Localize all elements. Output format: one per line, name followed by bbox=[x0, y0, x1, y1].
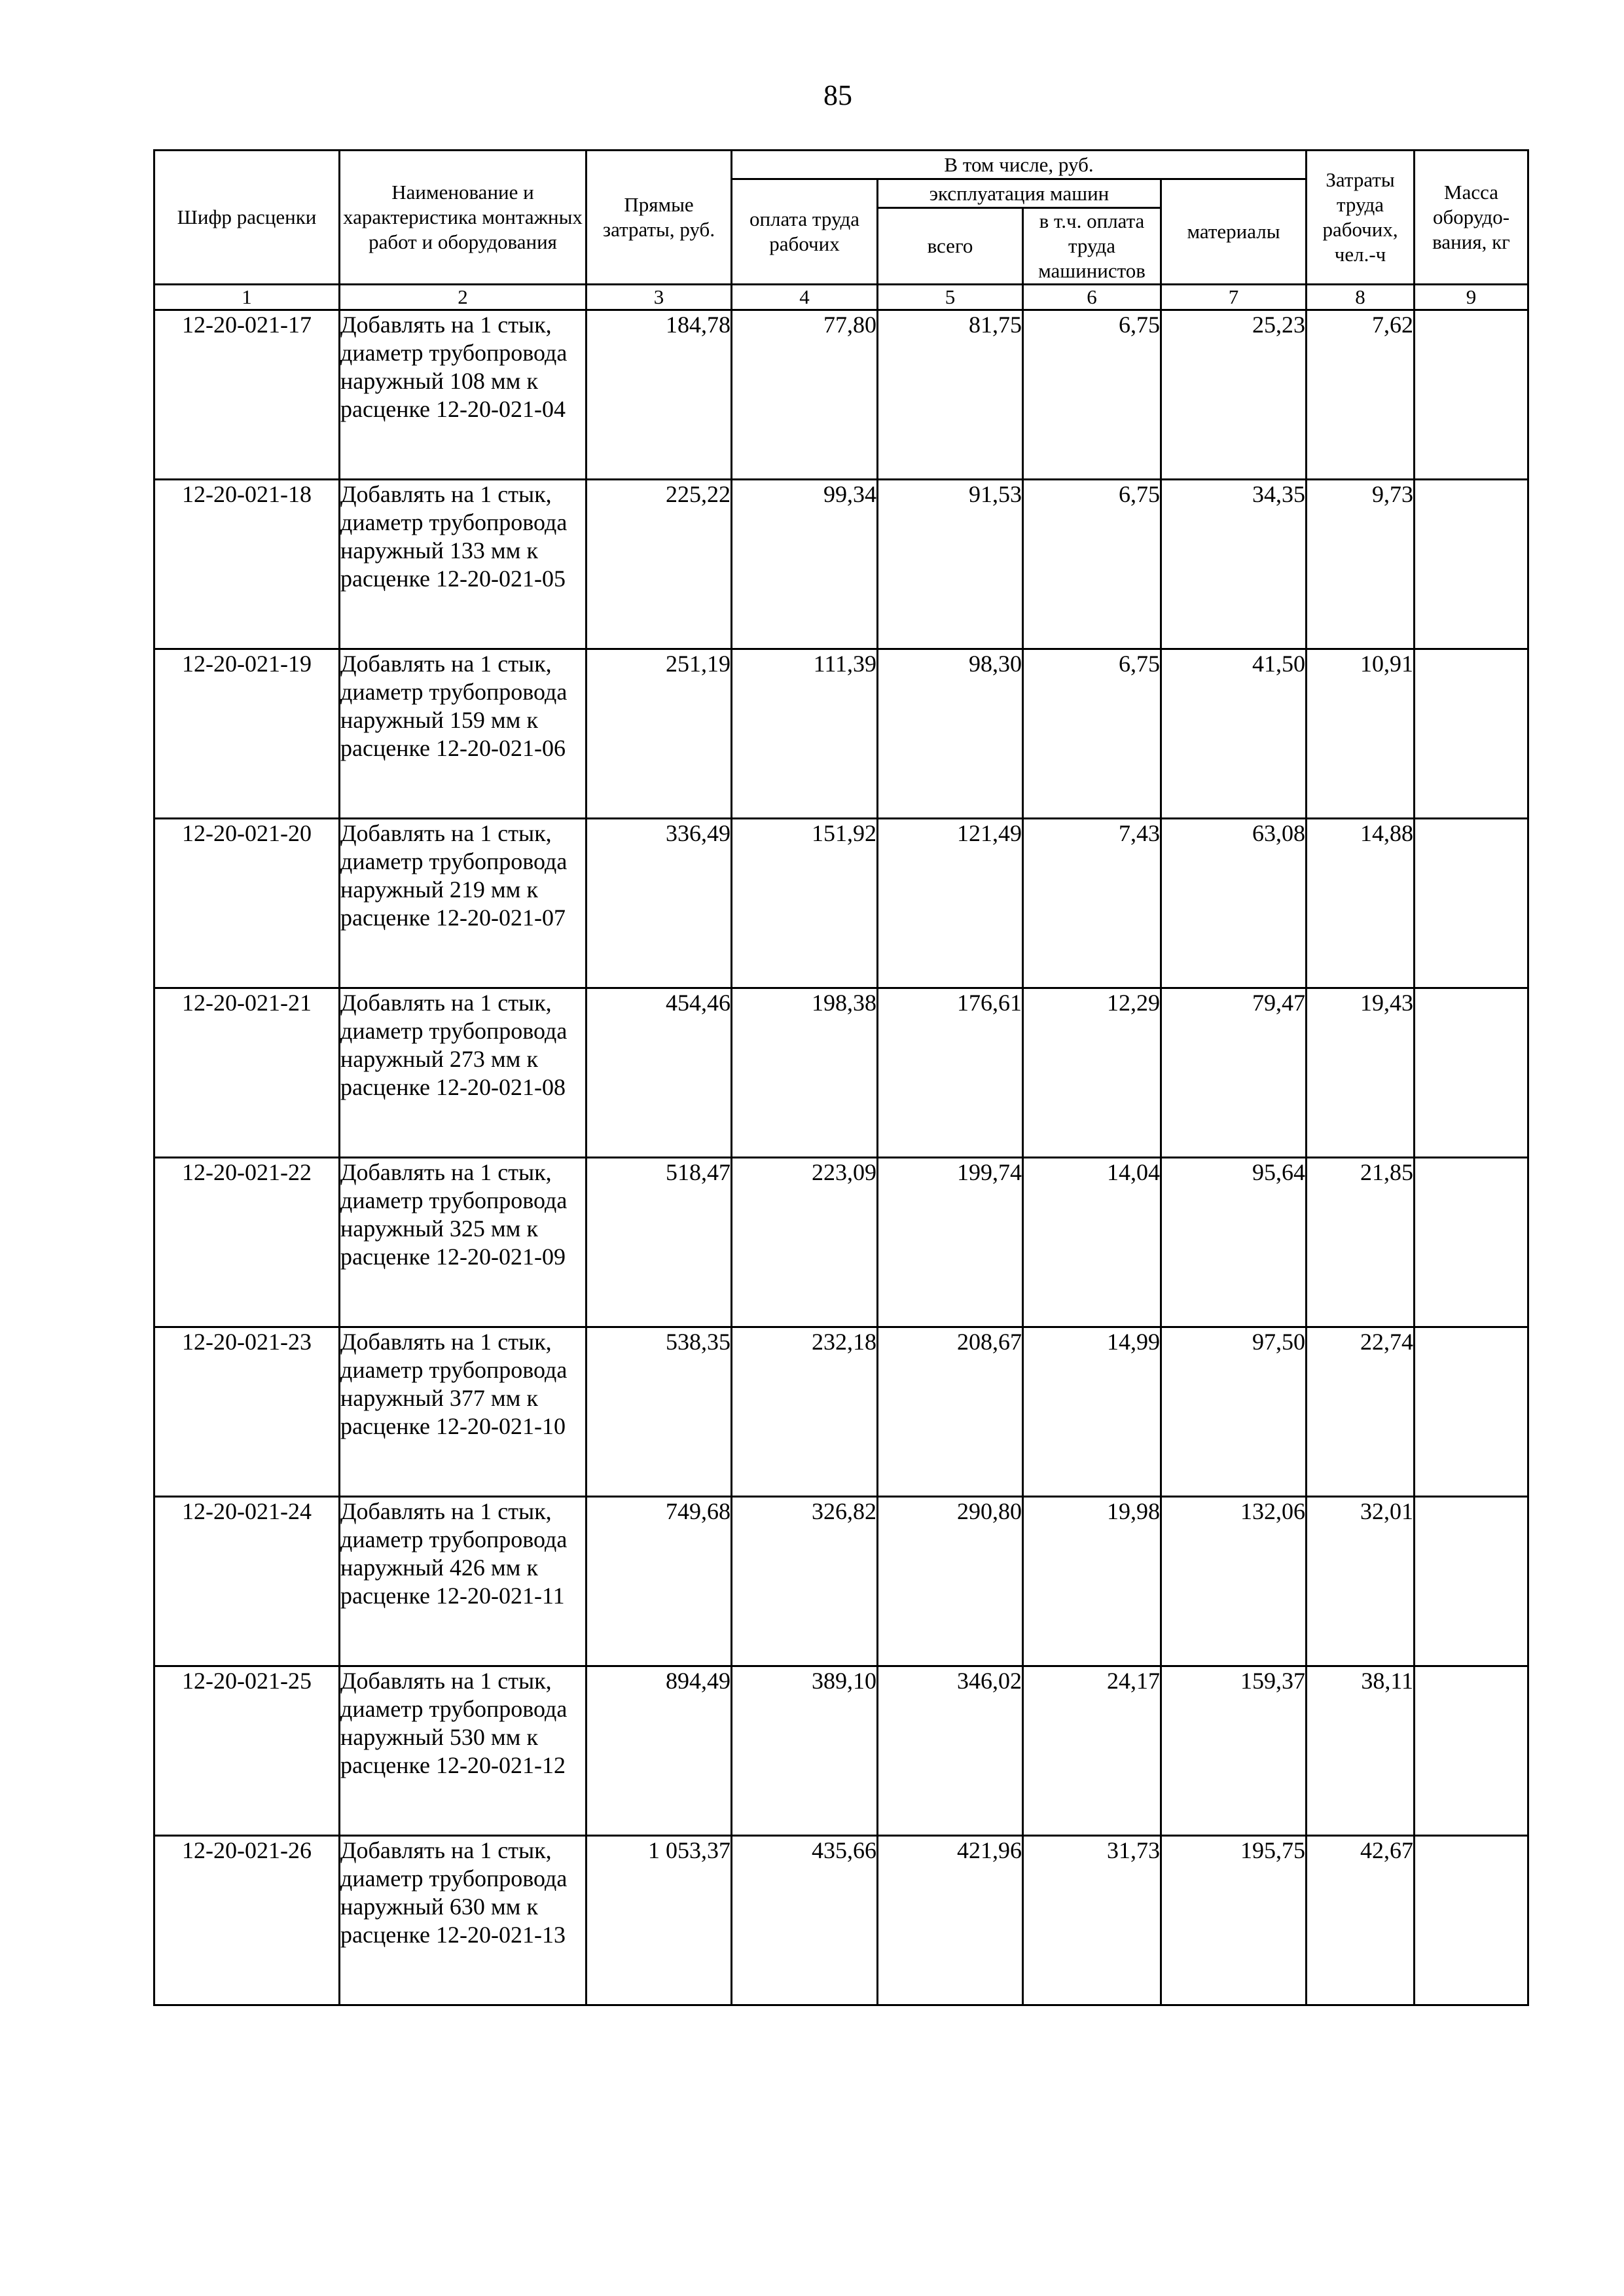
machine-total: 199,74 bbox=[878, 1158, 1023, 1327]
work-description: Добавлять на 1 стык, диаметр трубопровода наружный 273 мм к расценке 12-20-021-08 bbox=[340, 988, 586, 1158]
column-number: 2 bbox=[340, 285, 586, 310]
wages: 111,39 bbox=[732, 649, 878, 819]
equipment-mass bbox=[1415, 480, 1528, 649]
column-number: 9 bbox=[1415, 285, 1528, 310]
column-number: 8 bbox=[1307, 285, 1415, 310]
materials: 79,47 bbox=[1161, 988, 1307, 1158]
wages: 435,66 bbox=[732, 1836, 878, 2005]
work-description: Добавлять на 1 стык, диаметр трубопровода наружный 159 мм к расценке 12-20-021-06 bbox=[340, 649, 586, 819]
equipment-mass bbox=[1415, 1497, 1528, 1666]
machine-total: 176,61 bbox=[878, 988, 1023, 1158]
table-row bbox=[154, 988, 1528, 1158]
header-machine-operation: эксплуатация машин bbox=[878, 179, 1161, 208]
materials: 159,37 bbox=[1161, 1666, 1307, 1836]
machine-wages: 6,75 bbox=[1023, 480, 1161, 649]
machine-total: 81,75 bbox=[878, 310, 1023, 480]
table-row bbox=[154, 1497, 1528, 1666]
page-number: 85 bbox=[823, 79, 852, 111]
labor-costs: 14,88 bbox=[1307, 819, 1415, 988]
machine-total: 98,30 bbox=[878, 649, 1023, 819]
machine-total: 421,96 bbox=[878, 1836, 1023, 2005]
rate-code: 12-20-021-21 bbox=[154, 988, 340, 1158]
equipment-mass bbox=[1415, 1158, 1528, 1327]
machine-wages: 6,75 bbox=[1023, 649, 1161, 819]
machine-total: 91,53 bbox=[878, 480, 1023, 649]
work-description: Добавлять на 1 стык, диаметр трубопровода наружный 219 мм к расценке 12-20-021-07 bbox=[340, 819, 586, 988]
table-row bbox=[154, 649, 1528, 819]
labor-costs: 32,01 bbox=[1307, 1497, 1415, 1666]
equipment-mass bbox=[1415, 1327, 1528, 1497]
materials: 97,50 bbox=[1161, 1327, 1307, 1497]
table-row bbox=[154, 310, 1528, 480]
column-numbers-row bbox=[154, 285, 1528, 310]
machine-total: 346,02 bbox=[878, 1666, 1023, 1836]
rate-code: 12-20-021-23 bbox=[154, 1327, 340, 1497]
table-row bbox=[154, 1327, 1528, 1497]
table-row bbox=[154, 480, 1528, 649]
equipment-mass bbox=[1415, 819, 1528, 988]
materials: 95,64 bbox=[1161, 1158, 1307, 1327]
work-description: Добавлять на 1 стык, диаметр трубопровода наружный 426 мм к расценке 12-20-021-11 bbox=[340, 1497, 586, 1666]
materials: 132,06 bbox=[1161, 1497, 1307, 1666]
labor-costs: 21,85 bbox=[1307, 1158, 1415, 1327]
machine-total: 290,80 bbox=[878, 1497, 1023, 1666]
machine-wages: 24,17 bbox=[1023, 1666, 1161, 1836]
table-row bbox=[154, 1666, 1528, 1836]
column-number: 3 bbox=[586, 285, 732, 310]
equipment-mass bbox=[1415, 649, 1528, 819]
materials: 41,50 bbox=[1161, 649, 1307, 819]
machine-wages: 7,43 bbox=[1023, 819, 1161, 988]
header-code: Шифр расценки bbox=[154, 151, 340, 285]
rate-code: 12-20-021-20 bbox=[154, 819, 340, 988]
column-number: 1 bbox=[154, 285, 340, 310]
column-number: 4 bbox=[732, 285, 878, 310]
materials: 63,08 bbox=[1161, 819, 1307, 988]
direct-costs: 184,78 bbox=[586, 310, 732, 480]
machine-wages: 12,29 bbox=[1023, 988, 1161, 1158]
labor-costs: 10,91 bbox=[1307, 649, 1415, 819]
header-direct-costs: Прямые затраты, руб. bbox=[586, 151, 732, 285]
direct-costs: 454,46 bbox=[586, 988, 732, 1158]
materials: 34,35 bbox=[1161, 480, 1307, 649]
machine-total: 208,67 bbox=[878, 1327, 1023, 1497]
direct-costs: 538,35 bbox=[586, 1327, 732, 1497]
rate-code: 12-20-021-22 bbox=[154, 1158, 340, 1327]
header-wages: оплата труда рабочих bbox=[732, 179, 878, 285]
wages: 151,92 bbox=[732, 819, 878, 988]
equipment-mass bbox=[1415, 310, 1528, 480]
header-name: Наименование и характеристика монтажных работ и оборудования bbox=[340, 151, 586, 285]
table-row bbox=[154, 1158, 1528, 1327]
column-number: 5 bbox=[878, 285, 1023, 310]
rate-code: 12-20-021-17 bbox=[154, 310, 340, 480]
header-machine-wages: в т.ч. оплата труда машинистов bbox=[1023, 208, 1161, 285]
machine-wages: 19,98 bbox=[1023, 1497, 1161, 1666]
labor-costs: 7,62 bbox=[1307, 310, 1415, 480]
direct-costs: 518,47 bbox=[586, 1158, 732, 1327]
rates-table bbox=[153, 149, 1529, 2006]
wages: 99,34 bbox=[732, 480, 878, 649]
work-description: Добавлять на 1 стык, диаметр трубопровода наружный 630 мм к расценке 12-20-021-13 bbox=[340, 1836, 586, 2005]
machine-wages: 31,73 bbox=[1023, 1836, 1161, 2005]
work-description: Добавлять на 1 стык, диаметр трубопровода наружный 325 мм к расценке 12-20-021-09 bbox=[340, 1158, 586, 1327]
rate-code: 12-20-021-25 bbox=[154, 1666, 340, 1836]
labor-costs: 19,43 bbox=[1307, 988, 1415, 1158]
wages: 198,38 bbox=[732, 988, 878, 1158]
machine-wages: 14,04 bbox=[1023, 1158, 1161, 1327]
header-including: В том числе, руб. bbox=[732, 151, 1307, 179]
header-machine-total: всего bbox=[878, 208, 1023, 285]
materials: 25,23 bbox=[1161, 310, 1307, 480]
direct-costs: 894,49 bbox=[586, 1666, 732, 1836]
column-number: 6 bbox=[1023, 285, 1161, 310]
header-materials: материалы bbox=[1161, 179, 1307, 285]
equipment-mass bbox=[1415, 988, 1528, 1158]
work-description: Добавлять на 1 стык, диаметр трубопровода наружный 530 мм к расценке 12-20-021-12 bbox=[340, 1666, 586, 1836]
equipment-mass bbox=[1415, 1666, 1528, 1836]
labor-costs: 9,73 bbox=[1307, 480, 1415, 649]
machine-wages: 6,75 bbox=[1023, 310, 1161, 480]
labor-costs: 42,67 bbox=[1307, 1836, 1415, 2005]
table-row bbox=[154, 819, 1528, 988]
rate-code: 12-20-021-18 bbox=[154, 480, 340, 649]
wages: 326,82 bbox=[732, 1497, 878, 1666]
header-equipment-mass: Масса оборудо-вания, кг bbox=[1415, 151, 1528, 285]
work-description: Добавлять на 1 стык, диаметр трубопровода наружный 133 мм к расценке 12-20-021-05 bbox=[340, 480, 586, 649]
rate-code: 12-20-021-24 bbox=[154, 1497, 340, 1666]
column-number: 7 bbox=[1161, 285, 1307, 310]
wages: 223,09 bbox=[732, 1158, 878, 1327]
work-description: Добавлять на 1 стык, диаметр трубопровода наружный 377 мм к расценке 12-20-021-10 bbox=[340, 1327, 586, 1497]
direct-costs: 749,68 bbox=[586, 1497, 732, 1666]
rate-code: 12-20-021-26 bbox=[154, 1836, 340, 2005]
direct-costs: 225,22 bbox=[586, 480, 732, 649]
labor-costs: 38,11 bbox=[1307, 1666, 1415, 1836]
materials: 195,75 bbox=[1161, 1836, 1307, 2005]
wages: 389,10 bbox=[732, 1666, 878, 1836]
table-row bbox=[154, 1836, 1528, 2005]
machine-wages: 14,99 bbox=[1023, 1327, 1161, 1497]
equipment-mass bbox=[1415, 1836, 1528, 2005]
rate-code: 12-20-021-19 bbox=[154, 649, 340, 819]
direct-costs: 1 053,37 bbox=[586, 1836, 732, 2005]
wages: 77,80 bbox=[732, 310, 878, 480]
labor-costs: 22,74 bbox=[1307, 1327, 1415, 1497]
direct-costs: 251,19 bbox=[586, 649, 732, 819]
work-description: Добавлять на 1 стык, диаметр трубопровода наружный 108 мм к расценке 12-20-021-04 bbox=[340, 310, 586, 480]
direct-costs: 336,49 bbox=[586, 819, 732, 988]
wages: 232,18 bbox=[732, 1327, 878, 1497]
machine-total: 121,49 bbox=[878, 819, 1023, 988]
header-labor-costs: Затраты труда рабочих, чел.-ч bbox=[1307, 151, 1415, 285]
